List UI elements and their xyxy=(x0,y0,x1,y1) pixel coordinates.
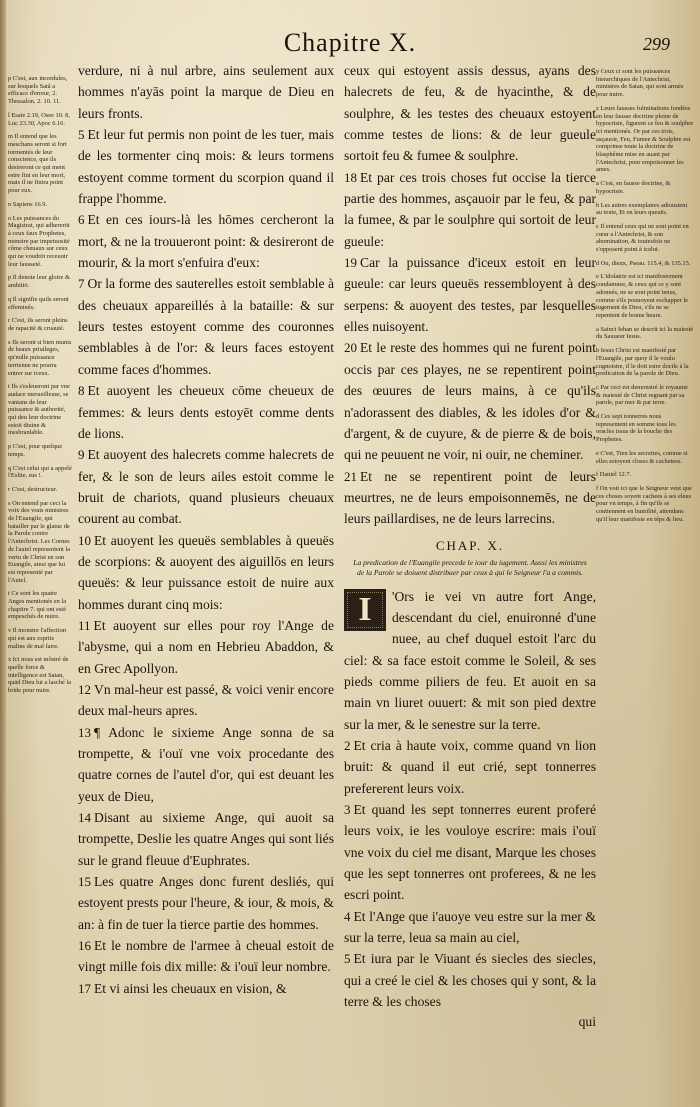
verse xyxy=(78,935,334,978)
margin-note: s On entend par ceci la voix des vrais ministres de l'Euangile, qui batailler par le glaiue de la Parole contre l'Antechrist. Les Cornes de l'autel representent la vertu de Christ en son Euangile, ainsi que lui est representé par l'Autel. xyxy=(8,499,71,584)
margin-note: p C'est, pour quelque temps. xyxy=(8,443,63,458)
decorated-initial xyxy=(344,589,386,631)
left-margin-notes xyxy=(8,75,72,701)
verse-number: 2 xyxy=(344,737,351,753)
chapter-body xyxy=(344,586,596,1013)
margin-note: s Ils seront si bien munis de beaux priuileges, qu'nulle puissance terrienne ne pourra entrer sur iceux. xyxy=(8,338,72,377)
verse xyxy=(78,124,334,209)
margin-note: n Sapiens 16.9. xyxy=(8,200,48,208)
margin-note: m Il entend que les meschans seront si fort tormentés de leur conscience, que ils desireront ce qui ment estre fini en leur mort, mais il ne finira point pour eux. xyxy=(8,133,67,195)
margin-note: r C'est, destructeur. xyxy=(8,485,58,493)
margin-note: c Par ceci est demonstré le royaume & maiesté de Christ regnant par sa parole, par mer & par terre. xyxy=(596,383,688,407)
margin-note: e C'est, Tien les secrettes, comme si elles estoyent closes & cachetees. xyxy=(596,449,688,465)
margin-note: z Leurs fausses fulminations fondées en leur fausse doctrine pleine de hypocrisie, figurent ce feu & soulphre ici mentionés. Or par ces trois, asçauoir, Feu, Fumee & Soulphre est comprinse toute la doctrine de blasphême mise en auant par l'Antechrist, pour empoisonner les ames. xyxy=(596,104,694,174)
verse-number: 13 xyxy=(78,724,91,740)
verse-text: Et l'Ange que i'auoye veu estre sur la mer & sur la terre, leua sa main au ciel, xyxy=(344,908,596,946)
catchword: qui xyxy=(578,1014,596,1030)
right-verses-top xyxy=(344,60,596,530)
verse xyxy=(78,380,334,444)
margin-note: l Esaie 2.19, Osee 10. 8, Luc 23.30, Apoc 6.16. xyxy=(8,111,70,127)
right-verses-bottom xyxy=(344,586,596,1013)
verse-number: 20 xyxy=(344,340,357,356)
verse-text: Et cria à haute voix, comme quand vn lion bruit: & quand il eut crié, sept tonnerres prefererent leurs voix. xyxy=(344,737,596,796)
chapter-summary: La predication de l'Euangile precede le iour du iugement. Aussi les ministres de la Parole se doiuent distribuer par ceux à qui le Seigneur l'a a commis. xyxy=(353,557,587,577)
verse xyxy=(78,60,334,124)
verse xyxy=(78,615,334,679)
verse xyxy=(78,722,334,807)
verse xyxy=(344,60,596,167)
verse xyxy=(78,807,334,871)
verse-text: Les quatre Anges donc furent desliés, qui estoyent prests pour l'heure, & iour, & mois, & an: à fin de tuer la tierce partie des hommes. xyxy=(78,874,334,932)
margin-note: b Iesus Christ est manifesté par l'Euangile, par quoy il le voulu cognoistre, il le doit estre docile à la predication de la parole de Dieu. xyxy=(596,347,689,378)
margin-note: q C'est celui qui a appelé l'Eslite, sus !. xyxy=(8,464,72,480)
verse-text: Et iura par le Viuant és siecles des siecles, qui a creé le ciel & les choses qui y sont, & la terre & les choses xyxy=(344,951,596,1010)
margin-note: y Ceux ci sont les puissances hierarchiques de l'Antechrist, ministres de Satan, qui sont armés pour nuire. xyxy=(596,68,684,99)
verse-number: 6 xyxy=(78,212,85,228)
verse-number: 14 xyxy=(78,810,91,826)
verse-number: 19 xyxy=(344,255,357,271)
verse-text: 'Ors ie vei vn autre fort Ange, descendant du ciel, enuironné d'une nuee, au chef duquel estoit l'arc du ciel: & sa face estoit comme le Soleil, & ses pieds comme piliers de feu. Et auoit en sa main vn liuret ouuert: & mit son pied dextre sur la mer, & le senestre sur la terre. xyxy=(344,588,596,732)
verse xyxy=(78,530,334,615)
margin-note: o Les puissances du Magistrat, qui adhererōt à ceux faux Prophetes, monstre par impetuosité côme cheuaux sur ceux qui ne voudrōt receuoir leur fausseté. xyxy=(8,214,70,268)
verse xyxy=(78,679,334,722)
verse-text: Et vi ainsi les cheuaux en vision, & xyxy=(94,980,287,996)
verse-number: 8 xyxy=(78,383,85,399)
verse-number: 10 xyxy=(78,532,91,548)
verse-number: 21 xyxy=(344,468,357,484)
margin-note: p C'est, aux incredules, sur lesquels Satã a efficace d'erreur, 2. Thessalon. 2. 10. 11. xyxy=(8,75,68,106)
verse-number: 15 xyxy=(78,874,91,890)
margin-note: p Il denote leur gloire & ambitiō. xyxy=(8,274,70,290)
verse-text: Or la forme des sauterelles estoit semblable à des cheuaux appareillés à la bataille: & sur leurs testes estoyent comme des couronnes semblables à de l'or: & leurs faces estoyent comme faces d'hommes. xyxy=(78,276,334,377)
verse-number: 5 xyxy=(78,127,85,143)
verse-number: 9 xyxy=(78,447,85,463)
margin-note: d Ces sept tonnerres nous representent en somme tous les oracles issus de la bouche des Prophetes. xyxy=(596,413,676,444)
page-edge xyxy=(0,0,6,1107)
verse-text: Et par ces trois choses fut occise la tierce partie des hommes, asçauoir par le feu, & par la fumee, & par le soulphre qui sortoit de leur gueule: xyxy=(344,169,596,249)
verse-text: Et le nombre de l'armee à cheual estoit de vingt mille fois dix mille: & i'ouï leur nombre. xyxy=(78,938,334,975)
verse-text: ¶ Adonc le sixieme Ange sonna de sa trompette, & i'ouï vne voix procedante des quatre cornes de l'autel d'or, qui est deuant les yeux de Dieu, xyxy=(78,724,334,804)
verse-text: Et auoyent les queuës semblables à queuës de scorpions: & auoyent des aiguillōs en leurs queuës: & leur puissance estoit de nuire aux hommes durant cinq mois: xyxy=(78,532,334,612)
verse-number: 18 xyxy=(344,169,357,185)
verse-text: Et le reste des hommes qui ne furent point occis par ces playes, ne se repentirent point des œuures de leurs mains, à ce qu'ils n'adorassent des diables, & les idoles d'or & d'argent, & de cuyure, & de pierre & de bois, qui ne peuuent ne voir, ni ouir, ne cheminer. xyxy=(344,340,596,463)
margin-note: a Sainct Iehan se descrit ici la maiesté du Sauueur Iesus. xyxy=(596,325,694,341)
verse xyxy=(78,444,334,529)
verse-text: verdure, ni à nul arbre, ains seulement aux hommes n'ayās point la marque de Dieu en leurs fronts. xyxy=(78,63,334,121)
margin-note: x Ici nous est môstré de quelle force & intelligence est Satan, quād Dieu lui a lasché la bride pour nuire. xyxy=(8,656,71,695)
verse xyxy=(344,252,596,337)
verse-number: 4 xyxy=(344,908,351,924)
verse xyxy=(344,799,596,906)
verse-number: 12 xyxy=(78,681,91,697)
verse-text: Car la puissance d'iceux estoit en leur gueule: car leurs queuës ressembloyent à des serpens: & auoyent des testes, par lesquelles elles nuisoyent. xyxy=(344,255,596,335)
margin-note: f On voit ici que le Seigneur veut que ces choses soyent cachees à ses eleus pour vn temps, à fin qu'ils se contiennent en humilité, attendans qu'il leur manifeste en têps & lieu. xyxy=(596,484,692,523)
verse xyxy=(78,978,334,999)
margin-note: v Il monstre l'affection qui est aux esprits malins de mal faire. xyxy=(8,627,66,650)
chapter-heading: CHAP. X. xyxy=(435,537,505,553)
margin-note: a C'est, en fausse doctrine, & hypocrisie. xyxy=(596,180,671,195)
verse xyxy=(344,948,596,1012)
initial-letter: I xyxy=(358,590,372,628)
left-verses xyxy=(78,60,334,999)
right-text-column xyxy=(344,60,596,1030)
margin-note: q Il signifie quils seront effeminés. xyxy=(8,295,69,311)
verse xyxy=(344,735,596,799)
verse-number: 17 xyxy=(78,980,91,996)
verse-text: Et ne se repentirent point de leurs meurtres, ne de leurs empoisonnemēs, ne de leurs paillardises, ne de leurs larrecins. xyxy=(344,468,596,527)
margin-note: e L'idolatrie est ici manifestement condamnee, & ceux qui ce y sont adonnés, ne se sont point tenus, comme s'ils pouuoyent eschapper le iugement de Dieu, s'ils ne se repentent de bonne heure. xyxy=(596,273,689,319)
verse xyxy=(78,871,334,935)
verse-number: 7 xyxy=(78,276,85,292)
verse-text: Et quand les sept tonnerres eurent proferé leurs voix, ie les vouloye escrire: mais i'ouï vne voix du ciel me disant, Marque les choses que les sept tonnerres ont proferees, & ne les escri point. xyxy=(344,802,596,903)
verse-text: Et auoyent sur elles pour roy l'Ange de l'abysme, qui a nom en Hebrieu Abaddon, & en Grec Apollyon. xyxy=(78,617,334,676)
verse-text: Et auoyent les cheueux cōme cheueux de femmes: & leurs dents estoyēt comme dents de lions. xyxy=(78,383,334,441)
verse-number: 16 xyxy=(78,938,91,954)
verse-number: 3 xyxy=(344,802,351,817)
verse-text: ceux qui estoyent assis dessus, ayans des halecrets de feu, & de hyacinthe, & de soulphre, & les testes des cheuaux estoyent comme testes de lions: & de leur gueule sortoit feu & fumee & soulphre. xyxy=(344,63,596,164)
right-margin-notes xyxy=(596,68,694,529)
margin-note: r C'est, ils seront pleins de rapacité & cruauté. xyxy=(8,317,68,332)
verse xyxy=(78,273,334,380)
verse-text: Vn mal-heur est passé, & voici venir encore deux mal-heurs apres. xyxy=(78,681,334,719)
verse-text: Et leur fut permis non point de les tuer, mais de les tormenter cinq mois: & leurs tormens estoyent comme torment du scorpion quand il frappe l'homme. xyxy=(78,127,334,207)
verse-text: Disant au sixieme Ange, qui auoit sa trompette, Deslie les quatre Anges qui sont liés sur le grand fleuue d'Euphrates. xyxy=(78,810,334,868)
margin-note: t Ce sont les quatre Anges mentionés en la chapitre 7. qui ont esté empeschés de nuire. xyxy=(8,590,67,621)
margin-note: b Les autres exemplaires adioustent au texte, Et en leurs queuës. xyxy=(596,201,688,217)
margin-note: c Il entend ceux qui ne sont point en cœur a l'Antechrist, & son abomination, & toutesfois ne s'opposent point à icelui. xyxy=(596,222,689,254)
verse-number: 5 xyxy=(344,951,351,967)
margin-note: d Ou, dieux, Pseau. 115.4, & 135.15. xyxy=(596,259,691,267)
verse xyxy=(78,209,334,273)
margin-note: t Ils s'esleueront par vne audace merueilleuse, se vantans de leur puissance & authorité, qui deu leur doctrine estoit diuine & inesbranlable. xyxy=(8,383,70,437)
verse xyxy=(344,906,596,949)
verse xyxy=(344,337,596,465)
verse xyxy=(344,466,596,530)
page-header xyxy=(0,28,700,62)
verse xyxy=(344,167,596,252)
page-number: 299 xyxy=(643,34,670,54)
verse-number: 11 xyxy=(78,617,91,633)
left-text-column xyxy=(78,60,334,999)
margin-note: f Daniel 12.7. xyxy=(596,471,632,479)
running-title: Chapitre X. xyxy=(283,28,417,57)
verse-text: Et en ces iours-là les hōmes cercheront la mort, & ne la trouueront point: & desireront de mourir, & la mort s'enfuira d'eux: xyxy=(78,212,334,271)
verse-text: Et auoyent des halecrets comme halecrets de fer, & le son de leurs ailes estoit comme le bruit de chariots, quand plusieurs cheuaux courent au combat. xyxy=(78,447,334,527)
